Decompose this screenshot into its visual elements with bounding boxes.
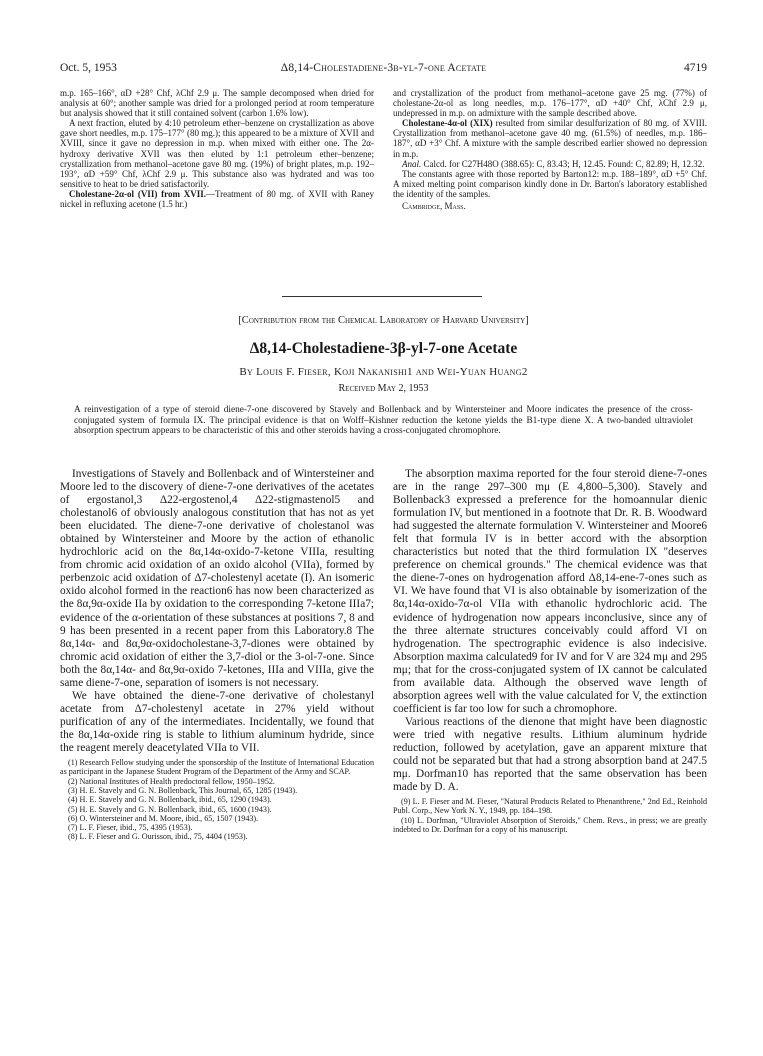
footnotes bbox=[393, 797, 707, 834]
body-left-column bbox=[60, 468, 374, 842]
section-divider bbox=[282, 296, 482, 297]
footnote: (10) L. Dorfman, "Ultraviolet Absorption of Steroids," Chem. Revs., in press; we are greatly indebted to Dr. Dorfman for a copy of his manuscript. bbox=[393, 815, 707, 835]
header-title: Δ8,14-Cholestadiene-3β-yl-7-one Acetate bbox=[280, 62, 487, 74]
body-right-column bbox=[393, 468, 707, 834]
page-number: 4719 bbox=[684, 62, 707, 74]
footnote: (4) H. E. Stavely and G. N. Bollenback, ibid., 65, 1290 (1943). bbox=[68, 795, 272, 805]
top-right-column bbox=[393, 88, 707, 211]
footnote: (3) H. E. Stavely and G. N. Bollenback, This Journal, 65, 1285 (1943). bbox=[68, 785, 298, 795]
paragraph bbox=[60, 189, 374, 209]
running-header bbox=[60, 62, 707, 76]
footnote: (7) L. F. Fieser, ibid., 75, 4395 (1953). bbox=[68, 823, 193, 833]
footnote: (6) O. Wintersteiner and M. Moore, ibid., 65, 1507 (1943). bbox=[68, 813, 259, 823]
top-left-column bbox=[60, 88, 374, 209]
header-date: Oct. 5, 1953 bbox=[60, 62, 117, 74]
footnote: (1) Research Fellow studying under the sponsorship of the Institute of International Education as participant in the Japanese Student Program of the Department of the Army and SCAP. bbox=[60, 758, 374, 777]
abstract: A reinvestigation of a type of steroid diene-7-one discovered by Stavely and Bollenback and by Wintersteiner and Moore indicates the presence of the cross-conjugated system of formula IX. The principal evidence is that on Wolff–Kishner reduction the ketone yields the B1-type diene X. A two-banded ultraviolet absorption spectrum appears to be characteristic of this and other steroids having a cross-conjugated chromophore. bbox=[74, 405, 693, 437]
paragraph: A next fraction, eluted by 4:10 petroleum ether–benzene on crystallization as above gave short needles, m.p. 175–177° (80 mg.); this appeared to be a mixture of XVII and XVIII, since it gave no depression in m.p. when mixed with either one. The 2α-hydroxy derivative XVII was then eluted by 1:1 petroleum ether–benzene; crystallization from methanol–acetone gave 80 mg. (19%) of bright plates, m.p. 192–193°, αD +59° Chf, λChf 2.9 μ. This substance also was hydrated and was too sensitive to heat to be dried satisfactorily. bbox=[60, 118, 374, 189]
run-in-heading: Anal. bbox=[402, 158, 422, 169]
paragraph: We have obtained the diene-7-one derivative of cholestanyl acetate from Δ7-cholestenyl acetate in 27% yield without purification of any of the intermediates. Incidentally, we found that the 8α,14α-oxide ring is stable to lithium aluminum hydride, since the reagent merely deacetylated VIIa to VII. bbox=[60, 689, 374, 754]
footnote: (2) National Institutes of Health predoctoral fellow, 1950–1952. bbox=[68, 776, 275, 786]
paragraph: and crystallization of the product from methanol–acetone gave 25 mg. (77%) of cholestane-2α-ol as long needles, m.p. 176–177°, αD +40° Chf, λChf 2.9 μ, undepressed in m.p. on admixture with the sample described above. bbox=[393, 88, 707, 119]
paragraph: m.p. 165–166°, αD +28° Chf, λChf 2.9 μ. The sample decomposed when dried for analysis at 60°; another sample was dried for a prolonged period at room temperature but analysis showed that it still contained solvent (carbon 1.6% low). bbox=[60, 88, 374, 119]
paragraph bbox=[393, 118, 707, 158]
paragraph-text: resulted from similar desulfurization of 80 mg. of XVIII. Crystallization from methanol–acetone gave 40 mg. (61.5%) of needles, m.p. 186–187°, αD +3° Chf. A mixture with the sample described earlier showed no depression in m.p. bbox=[393, 118, 708, 159]
paragraph: The absorption maxima reported for the four steroid diene-7-ones are in the range 297–300 mμ (E 4,800–5,300). Stavely and Bollenback3 expressed a preference for the homoannular dienic formulation IV, but mentioned in a footnote that Dr. R. B. Woodward had suggested the alternate formulation V. Wintersteiner and Moore6 felt that formula IV is in better accord with the absorption characteristics but noted that the third formulation IX "deserves preference on chemical grounds." The chemical evidence was that the diene-7-ones on hydrogenation afford Δ8,14-ene-7-ones such as VI. We have found that VI is also obtainable by isomerization of the 8α,14α-oxido-7α-ol VIIa with ethanolic hydrochloric acid. The evidence of hydrogenation now appears inconclusive, since any of the three alternate structures conceivably could afford VI on hydrogenation. The spectrographic evidence is also indecisive. Absorption maxima calculated9 for IV and for V are 324 mμ and 295 mμ; that for the cross-conjugated system of IX cannot be calculated from available data. Although the observed wave length of absorption agrees well with the value calculated for V, the extinction coefficient is far too low for such a chromophore. bbox=[393, 468, 707, 715]
place-line: Cambridge, Mass. bbox=[402, 201, 466, 212]
paragraph bbox=[393, 159, 707, 169]
paragraph: Investigations of Stavely and Bollenback and of Wintersteiner and Moore led to the discovery of diene-7-one derivatives of the acetates of ergostanol,3 Δ22-ergostenol,4 Δ22-stigmastenol5 and cholestanol6 of obviously analogous constitution that has not as yet been elucidated. The diene-7-one derivative of cholestanol was obtained by Wintersteiner and Moore by the action of ethanolic hydrochloric acid on the 8α,14α-oxido-7-ketone VIIIa, resulting from chromic acid oxidation of an oxido alcohol (VIIa), formed by perbenzoic acid oxidation of Δ7-cholestenyl acetate (I). An isomeric oxido alcohol formed in the reaction6 has now been characterized as the 8α,9α-oxide IIa by oxidation to the corresponding 7-ketone IIIa7; evidence of the α-orientation of these substances at positions 7, 8 and 9 has been presented in a recent paper from this Laboratory.8 The 8α,14α- and 8α,9α-oxidocholestane-3,7-diones were obtained by chromic acid oxidation of either the 3,7-diol or the 3-ol-7-one. Since both the 8α,14α- and 8α,9α-oxido 7-ketones, IIIa and VIIIa, give the same diene-7-one, separation of isomers is not necessary. bbox=[60, 468, 374, 689]
paragraph-text: —Treatment of 80 mg. of XVII with Raney nickel in refluxing acetone (1.5 hr.) bbox=[60, 188, 374, 210]
paragraph-text: Calcd. for C27H48O (388.65): C, 83.43; H, 12.45. Found: C, 82.89; H, 12.32. bbox=[421, 158, 705, 169]
footnote: (8) L. F. Fieser and G. Ourisson, ibid., 75, 4404 (1953). bbox=[68, 832, 248, 842]
paragraph: Various reactions of the dienone that might have been diagnostic were tried with negative results. Lithium aluminum hydride reduction, followed by acetylation, gave an apparent mixture that could not be separated but that had a strong absorption band at 247.5 mμ. Dorfman10 has reported that the same observation has been made by D. A. bbox=[393, 715, 707, 794]
article-title: Δ8,14-Cholestadiene-3β-yl-7-one Acetate bbox=[249, 340, 518, 357]
run-in-heading: Cholestane-4α-ol (XIX) bbox=[402, 118, 493, 129]
run-in-heading: Cholestane-2α-ol (VII) from XVII. bbox=[69, 188, 206, 199]
footnote: (9) L. F. Fieser and M. Fieser, "Natural Products Related to Phenanthrene," 2nd Ed., Reinhold Publ. Corp., New York N. Y., 1949, pp. 184–198. bbox=[393, 797, 707, 816]
contribution-line: [Contribution from the Chemical Laboratory of Harvard University] bbox=[238, 315, 529, 326]
author-line: By Louis F. Fieser, Koji Nakanishi1 and Wei-Yuan Huang2 bbox=[239, 366, 528, 378]
received-date: Received May 2, 1953 bbox=[338, 383, 429, 394]
footnote: (5) H. E. Stavely and G. N. Bollenback, ibid., 65, 1600 (1943). bbox=[68, 804, 272, 814]
paragraph: The constants agree with those reported by Barton12: m.p. 188–189°, αD +5° Chf. A mixed melting point comparison kindly done in Dr. Barton's laboratory established the identity of the samples. bbox=[393, 168, 707, 199]
footnotes bbox=[60, 758, 374, 842]
